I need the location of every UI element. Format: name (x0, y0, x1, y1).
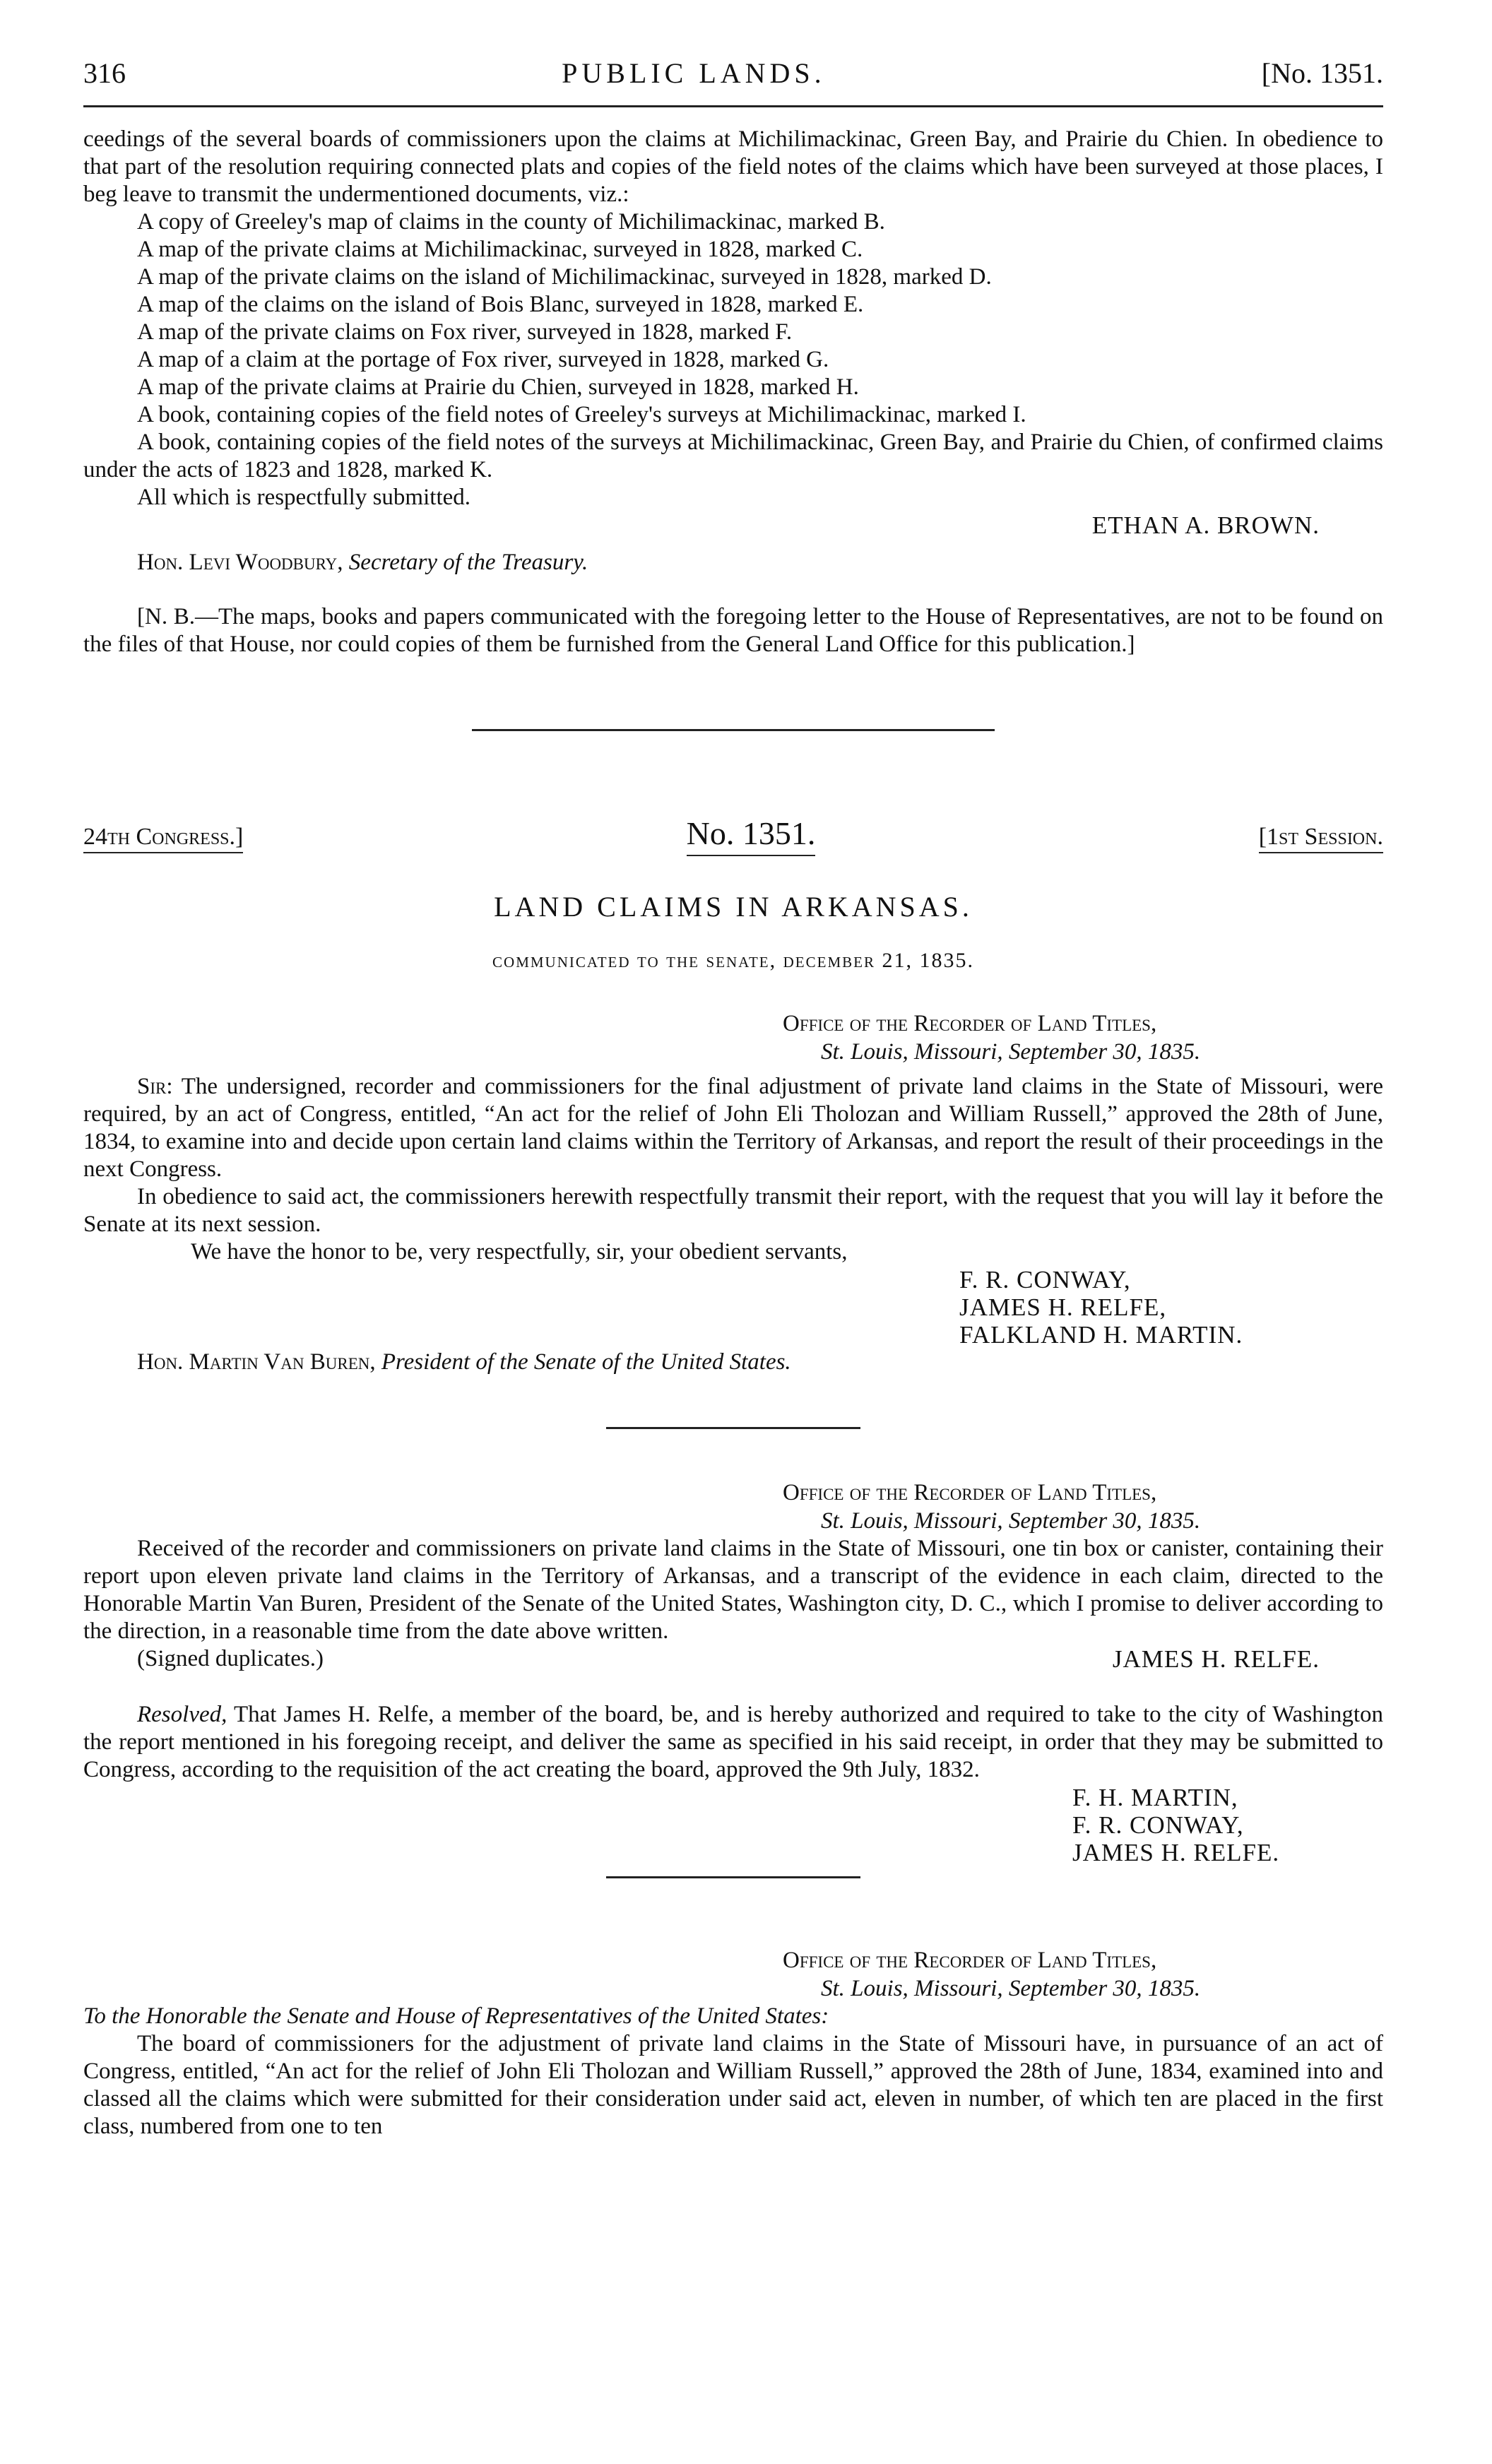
enclosure-item: A map of the private claims on Fox river, surveyed in 1828, marked F. (137, 319, 793, 345)
enclosure-item: A map of a claim at the portage of Fox river, surveyed in 1828, marked G. (137, 347, 829, 372)
letter2-para: In obedience to said act, the commissioners herewith respectfully transmit their report, with the request that you will lay it before the Senate at its next session. (83, 1184, 1383, 1237)
addressee-name: Hon. Martin Van Buren, (137, 1349, 376, 1375)
section-divider (606, 1427, 860, 1429)
letter1-closing: All which is respectfully submitted. (137, 485, 471, 510)
enclosure-item: A book, containing copies of the field notes of Greeley's surveys at Michilimackinac, marked I. (137, 402, 1026, 427)
page-number: 316 (83, 57, 126, 89)
signature: JAMES H. RELFE. (1072, 1839, 1280, 1866)
report-address: To the Honorable the Senate and House of Representatives of the United States: (83, 2003, 829, 2029)
signature: FALKLAND H. MARTIN. (959, 1321, 1243, 1349)
signature-block (959, 1266, 1383, 1349)
enclosure-item: A map of the private claims at Prairie du Chien, surveyed in 1828, marked H. (137, 374, 859, 400)
letter2-closing: We have the honor to be, very respectfully, sir, your obedient servants, (191, 1239, 848, 1264)
office-heading (783, 1946, 1383, 2003)
document-title: LAND CLAIMS IN ARKANSAS. (494, 891, 973, 923)
enclosure-item: A map of the private claims on the island of Michilimackinac, surveyed in 1828, marked D. (137, 264, 992, 290)
addressee-name: Hon. Levi Woodbury, (137, 550, 343, 575)
addressee-title: Secretary of the Treasury. (348, 550, 588, 575)
resolution-lead: Resolved, (137, 1702, 227, 1727)
office-heading (783, 1479, 1383, 1535)
letter1-para: ceedings of the several boards of commissioners upon the claims at Michilimackinac, Green Bay, and Prairie du Chien. In obedience to that part of the resolution requiring connected plats and copies of the field notes of the claims which have been surveyed at those places, I beg leave to transmit the undermentioned documents, viz.: (83, 126, 1383, 207)
receipt-body: Received of the recorder and commissioners on private land claims in the State of Missouri, one tin box or canister, containing their report upon eleven private land claims in the Territory of Arkansas, and a transcript of the evidence in each claim, directed to the Honorable Martin Van Buren, President of the Senate of the United States, Washington city, D. C., which I promise to deliver according to the direction, in a reasonable time from the date above written. (83, 1536, 1383, 1644)
letter1-signature: ETHAN A. BROWN. (1091, 511, 1320, 539)
enclosure-item: A map of the claims on the island of Bois Blanc, surveyed in 1828, marked E. (137, 292, 864, 317)
signature: F. R. CONWAY, (1072, 1811, 1244, 1839)
enclosure-item: A map of the private claims at Michilimackinac, surveyed in 1828, marked C. (137, 237, 863, 262)
signature: JAMES H. RELFE, (959, 1293, 1167, 1321)
letter1-addressee (83, 549, 1383, 576)
signature-block (1072, 1784, 1383, 1866)
signature: F. R. CONWAY, (959, 1266, 1131, 1293)
enclosure-item: A copy of Greeley's map of claims in the county of Michilimackinac, marked B. (137, 209, 885, 235)
letter2-body: The undersigned, recorder and commissioners for the final adjustment of private land claims in the State of Missouri, were required, by an act of Congress, entitled, “An act for the relief of John Eli Tholozan and William Russell,” approved the 28th of June, 1834, to examine into and decide upon certain land claims within the Territory of Arkansas, and report the result of their proceedings in the next Congress. (83, 1074, 1383, 1182)
document-number: No. 1351. (687, 815, 816, 856)
session-label: [1st Session. (1259, 824, 1383, 853)
editorial-note: [N. B.—The maps, books and papers communicated with the foregoing letter to the House of Representatives, are not to be found on the files of that House, nor could copies of them be furnished from the General Land Office for this publication.] (83, 604, 1383, 657)
letter2-addressee (83, 1349, 1383, 1376)
letter2-para (83, 1073, 1383, 1183)
doc-ref: [No. 1351. (1261, 57, 1383, 89)
receipt-signature: JAMES H. RELFE. (1112, 1645, 1320, 1673)
place-date: St. Louis, Missouri, September 30, 1835. (821, 1508, 1201, 1534)
resolution-para (83, 1701, 1383, 1784)
office-line: Office of the Recorder of Land Titles, (783, 1011, 1157, 1036)
resolution-body: That James H. Relfe, a member of the board, be, and is hereby authorized and required to take to the city of Washington the report mentioned in his foregoing receipt, and deliver the same as specified in his said receipt, in order that they may be submitted to Congress, according to the requisition of the act creating the board, approved the 9th July, 1832. (83, 1702, 1384, 1782)
section-divider (472, 729, 995, 731)
document-header (83, 815, 1383, 856)
report-body: The board of commissioners for the adjustment of private land claims in the State of Missouri have, in pursuance of an act of Congress, entitled, “An act for the relief of John Eli Tholozan and William Russell,” approved the 28th of June, 1834, examined into and classed all the claims which were submitted for their consideration under said act, eleven in number, of which ten are placed in the first class, numbered from one to ten (83, 2031, 1383, 2139)
place-date: St. Louis, Missouri, September 30, 1835. (821, 1976, 1201, 2001)
document-page (83, 57, 1383, 2140)
signed-note: (Signed duplicates.) (137, 1646, 324, 1671)
communicated-line: communicated to the senate, december 21, 1835. (492, 949, 974, 972)
place-date: St. Louis, Missouri, September 30, 1835. (821, 1039, 1201, 1065)
receipt-footer (83, 1645, 1383, 1673)
office-heading (783, 1009, 1383, 1066)
running-head (83, 57, 1383, 107)
signature: F. H. MARTIN, (1072, 1784, 1238, 1811)
addressee-title: President of the Senate of the United States. (381, 1349, 791, 1375)
office-line: Office of the Recorder of Land Titles, (783, 1948, 1157, 1973)
congress-label: 24th Congress.] (83, 824, 243, 853)
section-divider (606, 1876, 860, 1878)
salutation: Sir: (137, 1074, 173, 1099)
office-line: Office of the Recorder of Land Titles, (783, 1480, 1157, 1505)
enclosure-item: A book, containing copies of the field notes of the surveys at Michilimackinac, Green Bay, and Prairie du Chien, of confirmed claims under the acts of 1823 and 1828, marked K. (83, 430, 1383, 482)
running-title: PUBLIC LANDS. (562, 57, 826, 89)
